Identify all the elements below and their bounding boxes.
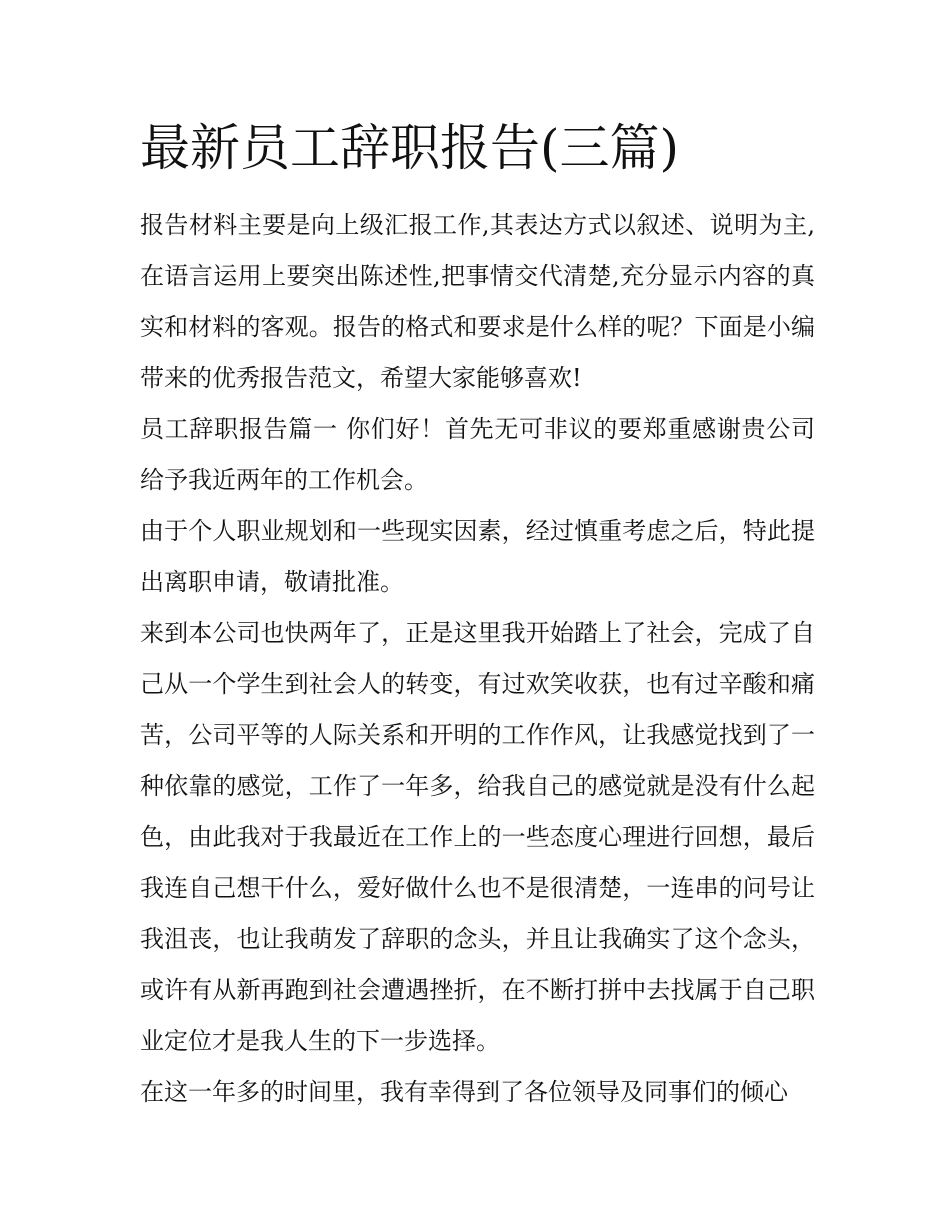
paragraph-greeting: 员工辞职报告篇一 你们好！首先无可非议的要郑重感谢贵公司给予我近两年的工作机会。 xyxy=(140,415,815,494)
document-title: 最新员工辞职报告(三篇) xyxy=(140,119,680,177)
paragraph-gratitude: 在这一年多的时间里，我有幸得到了各位领导及同事们的倾心 xyxy=(140,1078,788,1106)
document-body xyxy=(140,200,815,1118)
paragraph-request: 由于个人职业规划和一些现实因素，经过慎重考虑之后，特此提出离职申请，敬请批准。 xyxy=(140,517,815,596)
paragraph-intro: 报告材料主要是向上级汇报工作,其表达方式以叙述、说明为主,在语言运用上要突出陈述性,把事情交代清楚,充分显示内容的真实和材料的客观。报告的格式和要求是什么样的呢？下面是小编带来的优秀报告范文，希望大家能够喜欢! xyxy=(140,211,815,392)
paragraph-reflection: 来到本公司也快两年了，正是这里我开始踏上了社会，完成了自己从一个学生到社会人的转变，有过欢笑收获，也有过辛酸和痛苦，公司平等的人际关系和开明的工作作风，让我感觉找到了一种依靠的感觉，工作了一年多，给我自己的感觉就是没有什么起色，由此我对于我最近在工作上的一些态度心理进行回想，最后我连自己想干什么，爱好做什么也不是很清楚，一连串的问号让我沮丧，也让我萌发了辞职的念头，并且让我确实了这个念头，或许有从新再跑到社会遭遇挫折，在不断打拼中去找属于自己职业定位才是我人生的下一步选择。 xyxy=(140,619,815,1055)
